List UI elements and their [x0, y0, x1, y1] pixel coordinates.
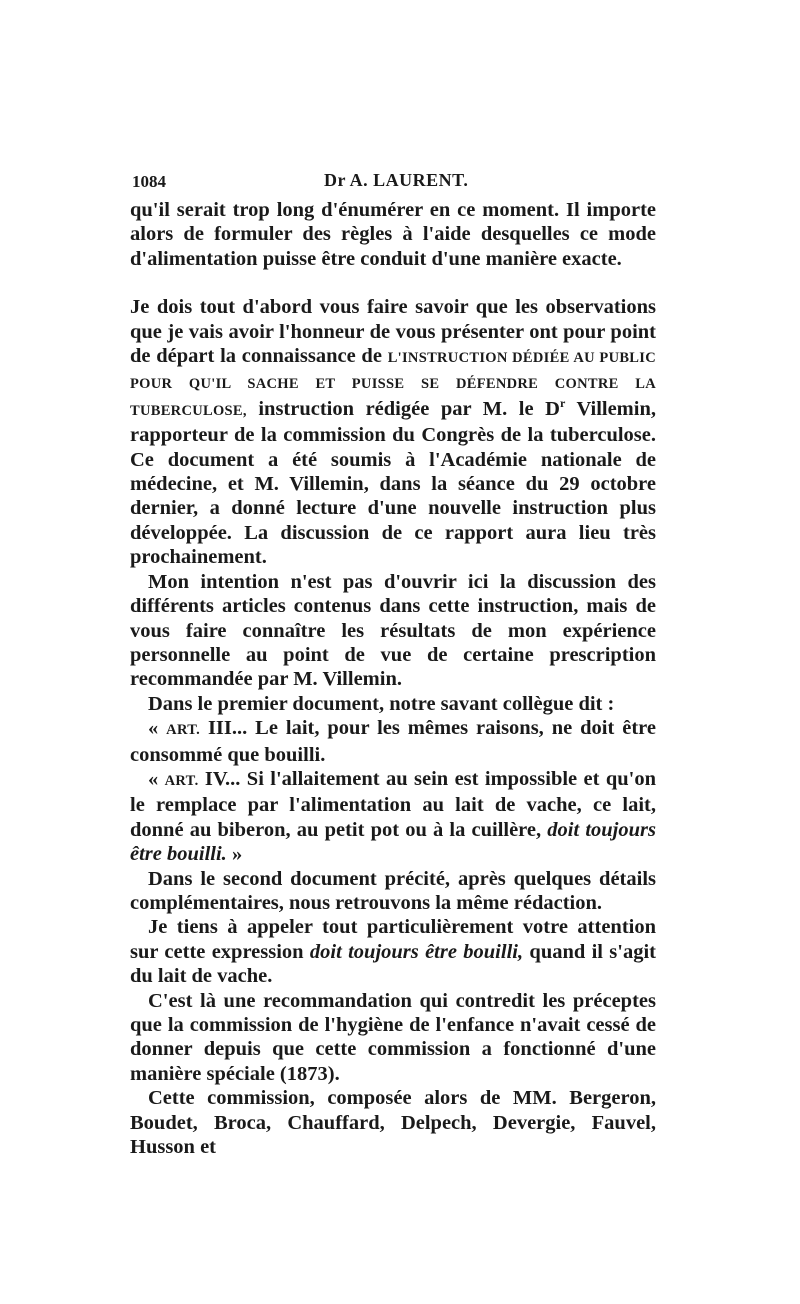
paragraph-8-emphasis: doit toujours être bouilli, — [309, 940, 524, 963]
paragraph-10: Cette commission, composée alors de MM. Bergeron, Boudet, Broca, Chauffard, Delpech, Devergie, Fauvel, Husson et — [130, 1087, 656, 1159]
paragraph-2-text-b: instruction rédigée par M. le D — [246, 397, 560, 420]
doctor-superscript: r — [559, 396, 566, 411]
paragraph-1: qu'il serait trop long d'énumérer en ce moment. Il importe alors de formuler des règles à l'aide desquelles ce mode d'alimentation puisse être conduit d'une manière exacte. — [130, 199, 656, 270]
quote-open-1: « — [148, 717, 167, 740]
article-4-emphasis: doit toujours être bouilli. — [130, 818, 656, 866]
article-label-3: ART. — [166, 722, 201, 739]
paragraph-2-text-a: Je dois tout d'abord vous faire savoir que les observations que je vais avoir l'honneur de vous présenter ont pour point de départ la connaissance de — [130, 296, 656, 368]
paragraph-gap — [130, 271, 656, 295]
paragraph-8-text-b: quand il s'agit du lait de vache. — [130, 940, 656, 988]
article-4-quote — [130, 767, 656, 867]
quote-open-2: « — [148, 767, 165, 790]
paragraph-4: Dans le premier document, notre savant collègue dit : — [148, 692, 615, 715]
instruction-title: L'INSTRUCTION DÉDIÉE AU PUBLIC POUR QU'IL SACHE ET PUISSE SE DÉFENDRE CONTRE LA TUBERCULOSE, — [130, 350, 656, 419]
paragraph-7: Dans le second document précité, après quelques détails complémentaires, nous retrouvons la même rédaction. — [130, 867, 656, 914]
page-number: 1084 — [132, 172, 166, 191]
body-text — [130, 198, 656, 1159]
paragraph-9: C'est là une recommandation qui contredit les préceptes que la commission de l'hygiène de l'enfance n'avait cessé de donner depuis que cette commission a fonctionné d'une manière spéciale (1873). — [130, 989, 656, 1085]
article-3-text: III... Le lait, pour les mêmes raisons, ne doit être consommé que bouilli. — [130, 717, 656, 766]
quote-close: » — [226, 843, 243, 866]
paragraph-2-text-c: Villemin, rapporteur de la commission du Congrès de la tuberculose. Ce document a été soumis à l'Académie nationale de médecine, et M. Villemin, dans la séance du 29 octobre dernier, a donné lecture d'une nouvelle instruction plus développée. La discussion de ce rapport aura lieu très prochainement. — [130, 397, 656, 569]
article-3-quote — [130, 716, 656, 767]
running-head: Dr A. LAURENT. — [324, 170, 469, 190]
paragraph-2 — [130, 295, 656, 569]
paragraph-8 — [130, 915, 656, 988]
page-header — [132, 168, 654, 198]
article-label-4: ART. — [164, 772, 199, 789]
article-4-text: IV... Si l'allaitement au sein est impossible et qu'on le remplace par l'alimentation au lait de vache, ce lait, donné au biberon, au petit pot ou à la cuillère, — [130, 767, 656, 841]
paragraph-8-text-a: Je tiens à appeler tout particulièrement votre attention sur cette expression — [130, 916, 656, 963]
paragraph-3: Mon intention n'est pas d'ouvrir ici la discussion des différents articles contenus dans cette instruction, mais de vous faire connaître les résultats de mon expérience personnelle au point de vue de certaine prescription recommandée par M. Villemin. — [130, 570, 656, 691]
